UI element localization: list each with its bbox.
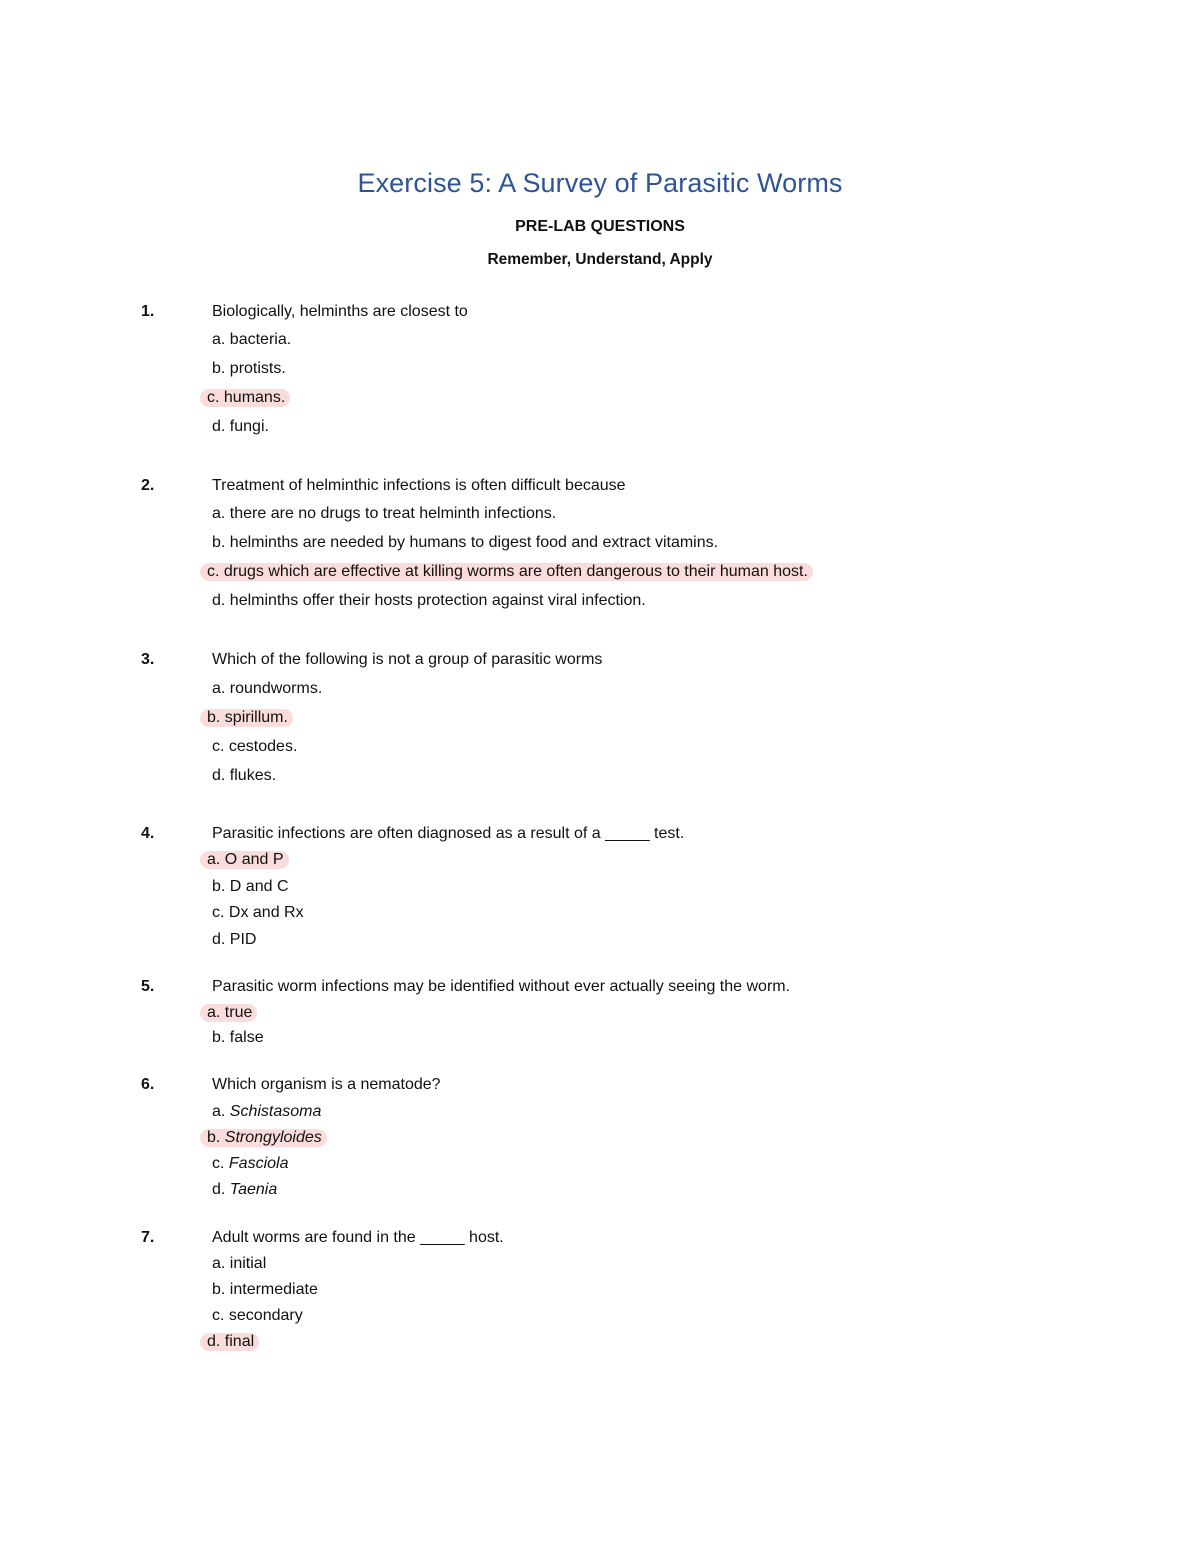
answer-option	[212, 534, 718, 552]
option-text: humans.	[223, 389, 286, 406]
option-text: drugs which are effective at killing worms are often dangerous to their human host.	[223, 563, 808, 580]
option-text: there are no drugs to treat helminth infections.	[229, 505, 557, 522]
option-label: a.	[212, 1255, 226, 1272]
option-text: O and P	[224, 851, 284, 868]
option-text: PID	[229, 930, 257, 948]
option-text: Strongyloides	[224, 1129, 322, 1146]
answer-option-highlighted	[202, 389, 290, 407]
option-text: intermediate	[229, 1281, 318, 1298]
answer-option-highlighted	[202, 1333, 259, 1351]
option-text: bacteria.	[229, 331, 292, 348]
option-text: helminths offer their hosts protection against viral infection.	[229, 592, 646, 609]
option-text: Dx and Rx	[228, 904, 304, 921]
answer-option	[212, 904, 304, 922]
option-text: fungi.	[229, 418, 269, 435]
answer-option-highlighted	[202, 1129, 327, 1147]
option-label: b.	[212, 877, 226, 895]
question-number: 1.	[141, 303, 155, 320]
option-text: false	[229, 1029, 264, 1046]
answer-option	[212, 505, 556, 523]
option-label: a.	[212, 680, 226, 697]
option-text: final	[224, 1333, 255, 1350]
option-label: b.	[212, 534, 226, 551]
option-text: spirillum.	[224, 709, 288, 726]
answer-option-highlighted	[202, 709, 293, 727]
option-text: Fasciola	[228, 1155, 289, 1172]
option-label: b.	[212, 360, 226, 377]
option-text: flukes.	[229, 767, 277, 784]
question-text: Adult worms are found in the _____ host.	[212, 1229, 504, 1246]
answer-option	[212, 592, 646, 610]
section-subheading: Remember, Understand, Apply	[487, 251, 713, 268]
answer-option	[212, 1029, 264, 1047]
option-text: helminths are needed by humans to digest food and extract vitamins.	[229, 534, 719, 551]
question-text: Which organism is a nematode?	[212, 1076, 441, 1093]
answer-option	[212, 680, 322, 698]
answer-option	[212, 1155, 288, 1173]
option-label: a.	[212, 331, 226, 348]
option-label: d.	[207, 1333, 221, 1350]
option-label: c.	[212, 1307, 225, 1324]
question-number: 7.	[141, 1229, 155, 1246]
question-number: 3.	[141, 651, 155, 668]
option-text: secondary	[228, 1307, 303, 1324]
option-text: true	[224, 1004, 253, 1021]
option-label: c.	[212, 904, 225, 921]
option-text: Schistasoma	[229, 1103, 322, 1120]
option-label: a.	[212, 1103, 226, 1120]
answer-option-highlighted	[202, 851, 289, 869]
question-text: Biologically, helminths are closest to	[212, 303, 468, 320]
answer-option	[212, 360, 286, 378]
option-label: b.	[212, 1281, 226, 1298]
option-text: protists.	[229, 360, 286, 377]
answer-option	[212, 1255, 266, 1273]
answer-option	[212, 418, 269, 436]
option-label: c.	[212, 1155, 225, 1172]
answer-option	[212, 1103, 321, 1121]
answer-option	[212, 931, 256, 949]
option-label: a.	[207, 1004, 221, 1021]
answer-option	[212, 1181, 277, 1199]
answer-option	[212, 1281, 318, 1299]
option-label: b.	[207, 1129, 221, 1146]
question-number: 2.	[141, 477, 155, 494]
question-number: 4.	[141, 825, 155, 842]
section-heading: PRE-LAB QUESTIONS	[515, 218, 685, 235]
answer-option	[212, 1307, 303, 1325]
option-label: c.	[212, 738, 225, 755]
option-text: Taenia	[229, 1181, 278, 1198]
option-text: roundworms.	[229, 680, 323, 697]
option-label: c.	[207, 563, 220, 580]
option-label: d.	[212, 592, 226, 609]
answer-option	[212, 767, 276, 785]
option-label: d.	[212, 930, 226, 948]
option-label: a.	[212, 505, 226, 522]
option-label: c.	[207, 389, 220, 406]
option-text: cestodes.	[228, 738, 298, 755]
option-label: d.	[212, 767, 226, 784]
question-text: Parasitic worm infections may be identified without ever actually seeing the worm.	[212, 978, 791, 995]
question-text: Which of the following is not a group of parasitic worms	[212, 651, 603, 668]
answer-option	[212, 878, 289, 896]
question-number: 6.	[141, 1076, 155, 1093]
answer-option	[212, 738, 297, 756]
option-text: initial	[229, 1255, 267, 1272]
option-label: d.	[212, 1181, 226, 1198]
question-text: Parasitic infections are often diagnosed as a result of a _____ test.	[212, 825, 685, 842]
question-number: 5.	[141, 978, 155, 995]
option-text: D and C	[229, 877, 289, 895]
answer-option-highlighted	[202, 1004, 257, 1022]
option-label: a.	[207, 851, 221, 868]
answer-option-highlighted	[202, 563, 813, 581]
option-label: d.	[212, 418, 226, 435]
answer-option	[212, 331, 291, 349]
option-label: b.	[207, 709, 221, 726]
question-text: Treatment of helminthic infections is often difficult because	[212, 477, 626, 494]
document-title: Exercise 5: A Survey of Parasitic Worms	[357, 168, 843, 198]
option-label: b.	[212, 1029, 226, 1046]
